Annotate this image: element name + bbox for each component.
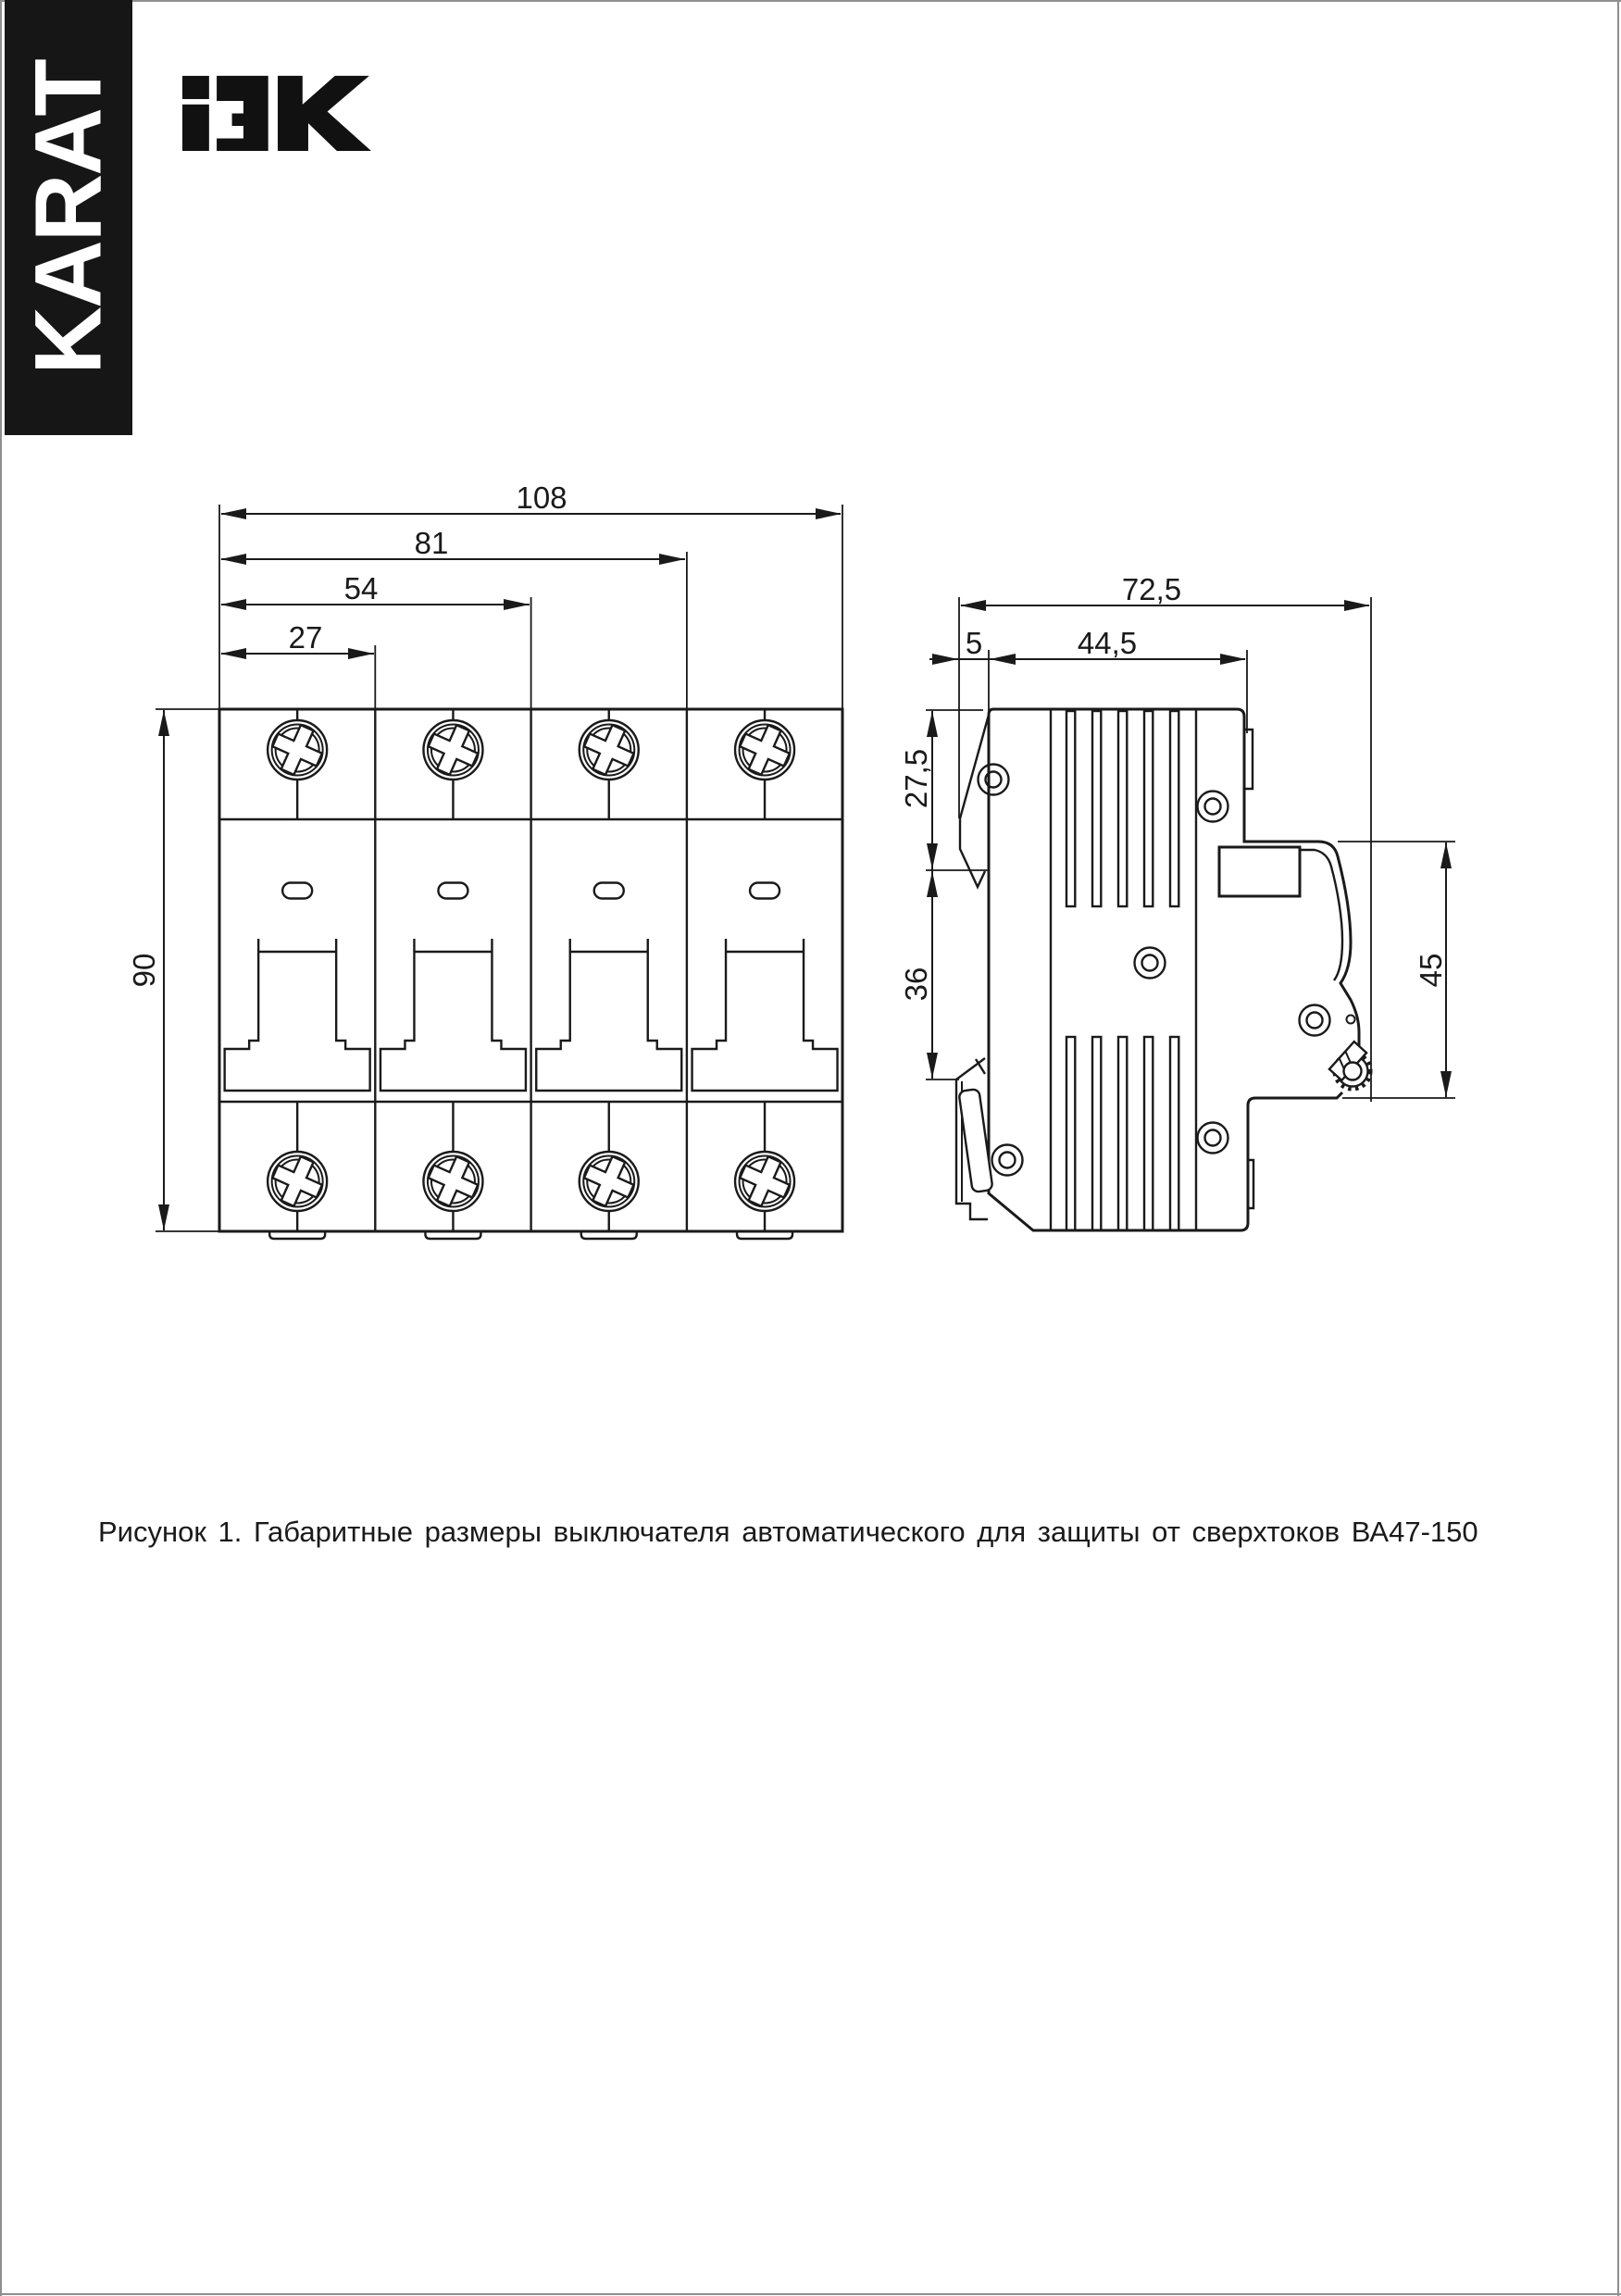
side-dimension-lines bbox=[927, 600, 1452, 1097]
dim-label-total-width: 108 bbox=[516, 480, 567, 515]
dim-label-front-depth: 44,5 bbox=[1077, 626, 1138, 660]
front-dimension-lines bbox=[158, 508, 842, 1230]
front-wall-inner-line bbox=[1300, 850, 1342, 980]
breaker-module bbox=[692, 709, 838, 1239]
dim-label-total-depth: 72,5 bbox=[1121, 572, 1182, 606]
side-body-outline-lower bbox=[989, 709, 1342, 1230]
trip-latch-knob bbox=[1329, 1016, 1371, 1090]
vent-slots-bottom bbox=[1066, 1037, 1178, 1230]
side-body-outline bbox=[993, 709, 1359, 1046]
dim-label-three-modules: 81 bbox=[414, 526, 449, 560]
toggle-handle-side bbox=[1219, 847, 1300, 896]
dim-label-two-modules: 54 bbox=[343, 571, 379, 605]
breaker-module bbox=[536, 709, 681, 1239]
dim-label-height: 90 bbox=[127, 953, 161, 988]
breaker-module bbox=[225, 709, 370, 1239]
breaker-module bbox=[380, 709, 526, 1239]
dim-label-din-offset: 5 bbox=[965, 626, 983, 660]
dim-label-front-height: 45 bbox=[1414, 953, 1448, 988]
dim-label-one-module: 27 bbox=[288, 620, 323, 655]
dim-label-upper-height: 27,5 bbox=[899, 748, 933, 809]
side-extension-lines bbox=[926, 597, 1455, 1098]
front-extension-lines bbox=[156, 505, 842, 1231]
brand-vertical-text: KARAT bbox=[15, 60, 121, 375]
vent-slots-top bbox=[1066, 711, 1178, 906]
figure-caption: Рисунок 1. Габаритные размеры выключателя автоматического для защиты от сверхтоков ВА47-150 bbox=[98, 1516, 1478, 1548]
din-hook-top bbox=[960, 715, 989, 887]
side-view-drawing bbox=[899, 572, 1455, 1231]
dim-label-din-window: 36 bbox=[899, 967, 933, 1002]
front-view-drawing bbox=[127, 480, 842, 1239]
